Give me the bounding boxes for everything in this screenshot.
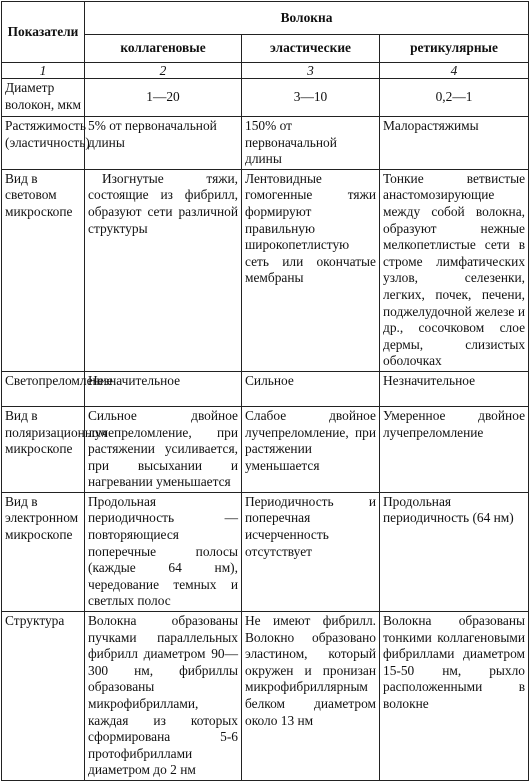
table-row [2,492,529,611]
column-number: 2 [85,63,242,79]
cell-collagen: Изогнутые тяжи, состоящие из фибрилл, образуют сети различной структуры [85,169,242,371]
row-label: Светопреломление [2,371,85,406]
header-indicators: Показатели [2,2,85,63]
cell-collagen: Волокна образованы пучками параллельных фибрилл диаметром 90—300 нм, фибриллы образованы микрофибриллами, каждая из которых сформирована 5-6 протофибриллами диаметром до 2 нм [85,612,242,781]
cell-elastic: 3—10 [242,79,380,117]
cell-collagen: Продольная периодичность — повторяющиеся поперечные полосы (каждые 64 нм), чередование темных и светлых полос [85,492,242,611]
cell-elastic: Слабое двойное лучепреломление, при растяжении уменьшается [242,406,380,492]
cell-reticular: 0,2—1 [380,79,529,117]
row-label: Вид в световом микроскопе [2,169,85,371]
cell-collagen: Сильное двойное лучепреломление, при растяжении усиливается, при высыхании и нагревании уменьшается [85,406,242,492]
table-row [2,79,529,117]
cell-collagen: 5% от первоначальной длины [85,117,242,170]
column-numbers-row [2,63,529,79]
table-row [2,371,529,406]
cell-reticular: Продольная периодичность (64 нм) [380,492,529,611]
cell-reticular: Волокна образованы тонкими коллагеновыми фибриллами диаметром 15-50 нм, рыхло расположенными в волокне [380,612,529,781]
header-fibers: Волокна [85,2,529,35]
fibers-comparison-table [1,1,529,781]
cell-collagen: 1—20 [85,79,242,117]
table-row [2,169,529,371]
cell-elastic: Не имеют фибрилл. Волокно образовано эластином, который окружен и пронизан микрофибриллярным белком диаметром около 13 нм [242,612,380,781]
header-collagen: коллагеновые [85,35,242,63]
row-label: Диаметр волокон, мкм [2,79,85,117]
table-row [2,117,529,170]
header-reticular: ретикулярные [380,35,529,63]
table-row [2,406,529,492]
cell-reticular: Тонкие ветвистые анастомозирующие между собой волокна, образуют нежные мелкопетлистые сети в строме лимфатических узлов, селезенки, легких, почек, печени, поджелудочной железе и др., сосочковом слое дермы, слизистых оболочках [380,169,529,371]
column-number: 1 [2,63,85,79]
header-elastic: эластические [242,35,380,63]
table-row [2,612,529,781]
header-row [2,2,529,35]
column-number: 4 [380,63,529,79]
row-label: Вид в электронном микроскопе [2,492,85,611]
cell-collagen: Незначительное [85,371,242,406]
row-label: Вид в поляризационном микроскопе [2,406,85,492]
cell-reticular: Малорастяжимы [380,117,529,170]
cell-reticular: Незначительное [380,371,529,406]
row-label: Структура [2,612,85,781]
column-number: 3 [242,63,380,79]
cell-reticular: Умеренное двойное лучепреломление [380,406,529,492]
cell-elastic: Периодичность и поперечная исчерченность отсутствует [242,492,380,611]
cell-elastic: 150% от первоначальной длины [242,117,380,170]
cell-elastic: Лентовидные гомогенные тяжи формируют правильную широкопетлистую сеть или окончатые мембраны [242,169,380,371]
cell-elastic: Сильное [242,371,380,406]
row-label: Растяжимость (эластичность) [2,117,85,170]
